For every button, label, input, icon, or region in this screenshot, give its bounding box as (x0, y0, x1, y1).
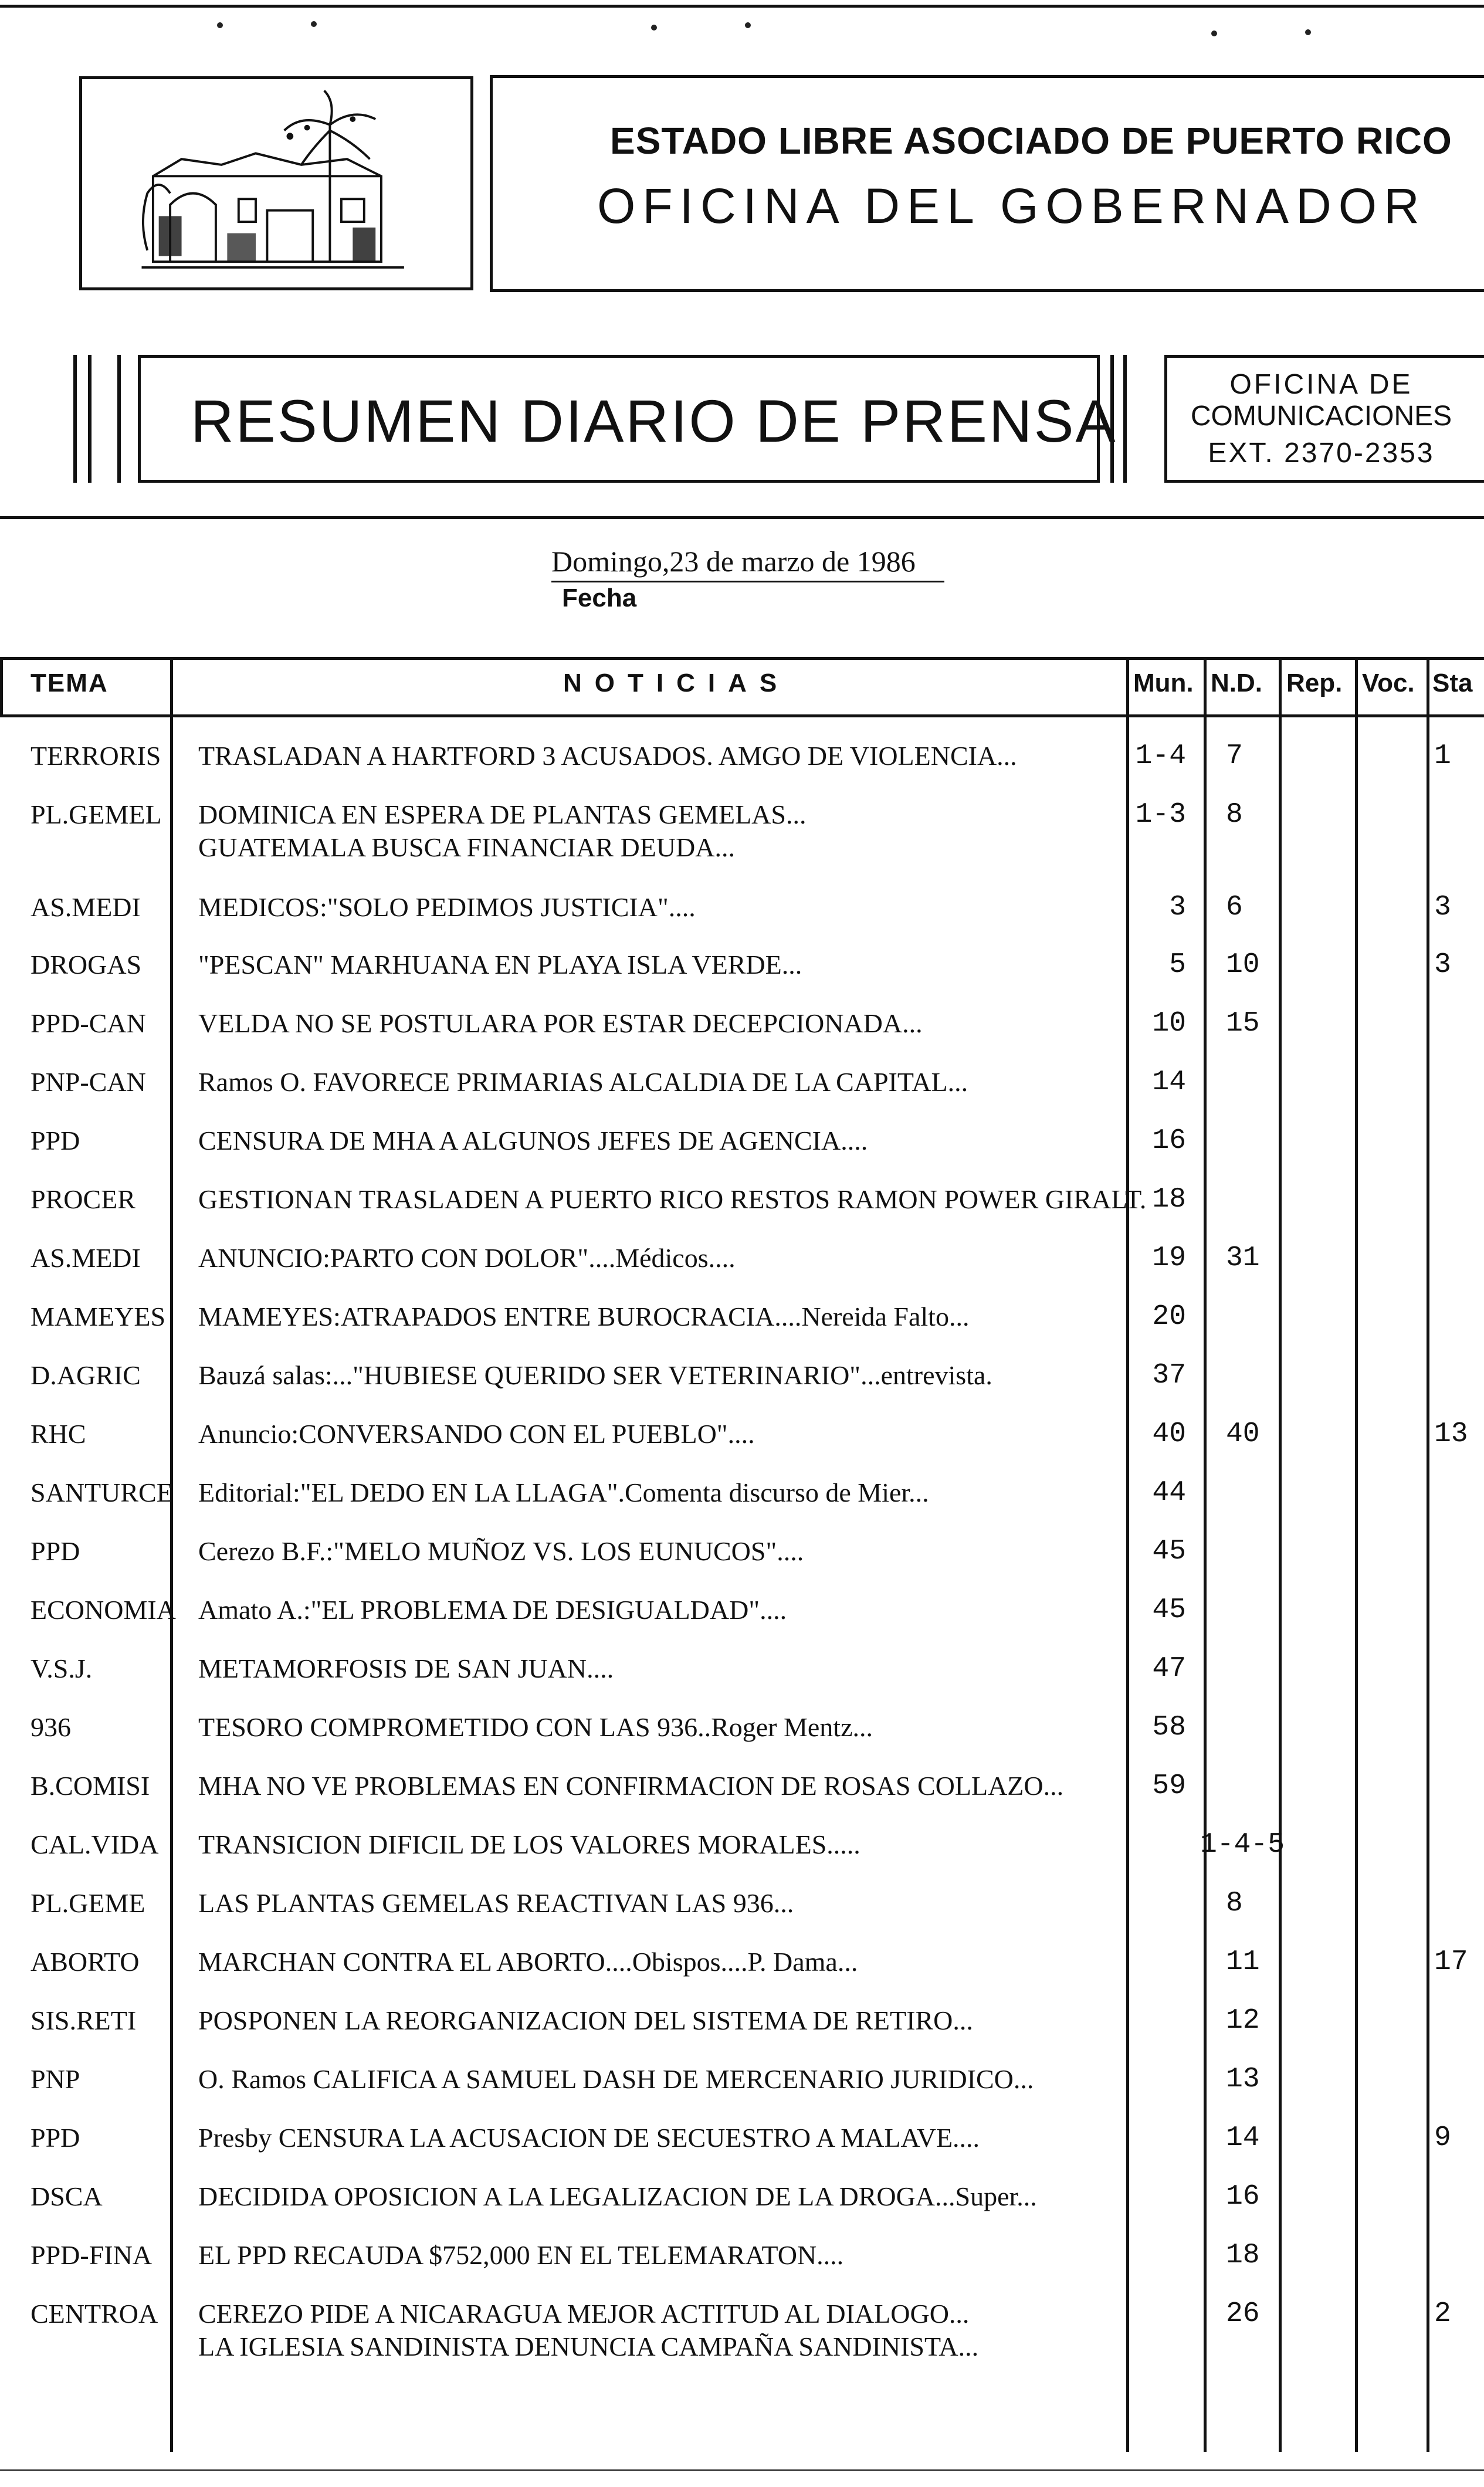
date-label: Fecha (562, 584, 637, 612)
row-noticia: DOMINICA EN ESPERA DE PLANTAS GEMELAS... (198, 799, 807, 829)
row-nd: 14 (1226, 2122, 1260, 2154)
row-tema: TERRORIS (31, 741, 161, 771)
row-noticia: MHA NO VE PROBLEMAS EN CONFIRMACION DE ROSAS COLLAZO... (198, 1771, 1064, 1801)
row-noticia: MEDICOS:"SOLO PEDIMOS JUSTICIA".... (198, 892, 696, 922)
banner-bar (1110, 355, 1114, 483)
row-tema: PL.GEMEL (31, 799, 162, 829)
row-nd: 13 (1226, 2064, 1260, 2095)
row-tema: CAL.VIDA (31, 1829, 159, 1859)
row-nd: 1-4-5 (1200, 1829, 1285, 1861)
bottom-rule (0, 2469, 1484, 2471)
row-nd: 10 (1226, 949, 1260, 981)
row-tema: PPD-FINA (31, 2240, 153, 2270)
row-tema: PPD (31, 1126, 80, 1156)
col-divider (1355, 657, 1358, 2452)
row-tema: PPD-CAN (31, 1008, 146, 1038)
row-noticia: Editorial:"EL DEDO EN LA LLAGA".Comenta discurso de Mier... (198, 1478, 929, 1507)
row-tema: PROCER (31, 1184, 135, 1214)
row-noticia: "PESCAN" MARHUANA EN PLAYA ISLA VERDE... (198, 950, 802, 980)
row-nd: 12 (1226, 2005, 1260, 2037)
row-tema: RHC (31, 1419, 86, 1449)
header-nd: N.D. (1211, 669, 1262, 697)
row-nd: 8 (1226, 1888, 1243, 1919)
row-tema: AS.MEDI (31, 1243, 141, 1273)
row-nd: 40 (1226, 1418, 1260, 1450)
row-noticia: LAS PLANTAS GEMELAS REACTIVAN LAS 936... (198, 1888, 794, 1918)
banner-title: RESUMEN DIARIO DE PRENSA (191, 388, 1117, 455)
row-noticia: O. Ramos CALIFICA A SAMUEL DASH DE MERCENARIO JURIDICO... (198, 2064, 1034, 2094)
banner-bar (73, 355, 77, 483)
row-noticia: MARCHAN CONTRA EL ABORTO....Obispos....P. Dama... (198, 1947, 858, 1977)
speck (1305, 29, 1311, 35)
row-noticia: CEREZO PIDE A NICARAGUA MEJOR ACTITUD AL DIALOGO... (198, 2299, 970, 2329)
row-tema: 936 (31, 1712, 71, 1742)
row-mun: 1-3 (1135, 799, 1186, 831)
row-noticia: Presby CENSURA LA ACUSACION DE SECUESTRO A MALAVE.... (198, 2123, 980, 2153)
row-mun: 16 (1152, 1125, 1186, 1157)
row-mun: 37 (1152, 1360, 1186, 1391)
row-star: 13 (1434, 1418, 1468, 1450)
date-underline (551, 581, 944, 582)
row-tema: ECONOMIA (31, 1595, 176, 1625)
office-title-box (490, 75, 1484, 292)
row-tema: D.AGRIC (31, 1360, 141, 1390)
header-star: Sta (1432, 669, 1473, 697)
row-noticia: Amato A.:"EL PROBLEMA DE DESIGUALDAD".... (198, 1595, 787, 1625)
row-noticia: TRASLADAN A HARTFORD 3 ACUSADOS. AMGO DE VIOLENCIA... (198, 741, 1017, 771)
row-mun: 5 (1169, 949, 1186, 981)
row-noticia: MAMEYES:ATRAPADOS ENTRE BUROCRACIA....Nereida Falto... (198, 1302, 970, 1331)
row-noticia: DECIDIDA OPOSICION A LA LEGALIZACION DE LA DROGA...Super... (198, 2181, 1037, 2211)
row-star: 17 (1434, 1946, 1468, 1978)
government-name: ESTADO LIBRE ASOCIADO DE PUERTO RICO (610, 120, 1452, 162)
header-mun: Mun. (1133, 669, 1194, 697)
row-noticia: ANUNCIO:PARTO CON DOLOR"....Médicos.... (198, 1243, 736, 1273)
row-mun: 59 (1152, 1770, 1186, 1802)
row-mun: 19 (1152, 1242, 1186, 1274)
table-top-rule (0, 657, 1484, 660)
row-noticia: Bauzá salas:..."HUBIESE QUERIDO SER VETERINARIO"...entrevista. (198, 1360, 992, 1390)
row-noticia: TESORO COMPROMETIDO CON LAS 936..Roger Mentz... (198, 1712, 873, 1742)
row-mun: 45 (1152, 1536, 1186, 1567)
row-tema: PNP (31, 2064, 80, 2094)
row-nd: 26 (1226, 2298, 1260, 2330)
row-mun: 40 (1152, 1418, 1186, 1450)
col-divider (170, 657, 173, 2452)
row-noticia-line2: LA IGLESIA SANDINISTA DENUNCIA CAMPAÑA SANDINISTA... (198, 2332, 979, 2361)
row-noticia: Cerezo B.F.:"MELO MUÑOZ VS. LOS EUNUCOS".... (198, 1536, 804, 1566)
row-noticia: POSPONEN LA REORGANIZACION DEL SISTEMA DE RETIRO... (198, 2005, 973, 2035)
row-tema: AS.MEDI (31, 892, 141, 922)
banner-bar (88, 355, 92, 483)
office-contact-line: OFICINA DE (1229, 369, 1413, 400)
header-noticias: NOTICIAS (563, 669, 790, 697)
col-divider (0, 657, 3, 716)
row-noticia: Ramos O. FAVORECE PRIMARIAS ALCALDIA DE LA CAPITAL... (198, 1067, 968, 1097)
fortaleza-logo (79, 76, 473, 290)
row-nd: 6 (1226, 892, 1243, 923)
office-contact-line: COMUNICACIONES (1190, 401, 1452, 432)
office-contact-line: EXT. 2370-2353 (1208, 438, 1435, 469)
speck (745, 22, 751, 28)
office-contact-box (1164, 355, 1484, 483)
row-star: 3 (1434, 892, 1451, 923)
row-nd: 11 (1226, 1946, 1260, 1978)
separator (0, 516, 1484, 519)
speck (1211, 31, 1217, 36)
row-mun: 58 (1152, 1712, 1186, 1743)
speck (217, 22, 223, 28)
row-mun: 14 (1152, 1066, 1186, 1098)
row-nd: 15 (1226, 1008, 1260, 1039)
row-tema: DSCA (31, 2181, 103, 2211)
row-star: 3 (1434, 949, 1451, 981)
row-mun: 20 (1152, 1301, 1186, 1333)
speck (311, 21, 317, 27)
row-tema: PNP-CAN (31, 1067, 146, 1097)
banner-bar (117, 355, 121, 483)
row-tema: PPD (31, 1536, 80, 1566)
row-nd: 8 (1226, 799, 1243, 831)
row-noticia: Anuncio:CONVERSANDO CON EL PUEBLO".... (198, 1419, 755, 1449)
row-mun: 45 (1152, 1594, 1186, 1626)
fortaleza-building-icon (82, 79, 470, 287)
row-noticia: TRANSICION DIFICIL DE LOS VALORES MORALES..... (198, 1829, 860, 1859)
row-tema: PPD (31, 2123, 80, 2153)
header-voc: Voc. (1362, 669, 1415, 697)
banner-title-box (138, 355, 1117, 483)
row-star: 1 (1434, 740, 1451, 772)
row-nd: 18 (1226, 2239, 1260, 2271)
row-noticia: METAMORFOSIS DE SAN JUAN.... (198, 1654, 614, 1683)
top-rule (0, 5, 1484, 8)
row-noticia-line2: GUATEMALA BUSCA FINANCIAR DEUDA... (198, 832, 735, 862)
row-mun: 47 (1152, 1653, 1186, 1685)
row-mun: 3 (1169, 892, 1186, 923)
row-mun: 10 (1152, 1008, 1186, 1039)
row-tema: PL.GEME (31, 1888, 145, 1918)
banner-bar (1123, 355, 1127, 483)
row-mun: 18 (1152, 1184, 1186, 1215)
row-tema: SIS.RETI (31, 2005, 137, 2035)
row-mun: 1-4 (1135, 740, 1186, 772)
row-tema: SANTURCE (31, 1478, 173, 1507)
row-noticia: EL PPD RECAUDA $752,000 EN EL TELEMARATON.... (198, 2240, 844, 2270)
row-noticia: GESTIONAN TRASLADEN A PUERTO RICO RESTOS RAMON POWER GIRALT. (198, 1184, 1147, 1214)
row-nd: 31 (1226, 1242, 1260, 1274)
row-tema: ABORTO (31, 1947, 140, 1977)
col-divider (1279, 657, 1282, 2452)
row-tema: V.S.J. (31, 1654, 93, 1683)
header-tema: TEMA (31, 669, 109, 697)
header-rep: Rep. (1286, 669, 1343, 697)
row-nd: 16 (1226, 2181, 1260, 2212)
row-noticia: VELDA NO SE POSTULARA POR ESTAR DECEPCIONADA... (198, 1008, 923, 1038)
col-divider (1427, 657, 1429, 2452)
row-tema: DROGAS (31, 950, 142, 980)
row-tema: MAMEYES (31, 1302, 166, 1331)
speck (651, 25, 657, 31)
row-tema: B.COMISI (31, 1771, 150, 1801)
col-divider (1126, 657, 1129, 2452)
row-tema: CENTROA (31, 2299, 158, 2329)
office-name: OFICINA DEL GOBERNADOR (597, 178, 1427, 233)
row-noticia: CENSURA DE MHA A ALGUNOS JEFES DE AGENCIA.... (198, 1126, 868, 1156)
table-header-rule (0, 714, 1484, 717)
row-nd: 7 (1226, 740, 1243, 772)
row-star: 2 (1434, 2298, 1451, 2330)
date-value: Domingo,23 de marzo de 1986 (551, 545, 916, 578)
col-divider (1204, 657, 1207, 2452)
row-mun: 44 (1152, 1477, 1186, 1509)
row-star: 9 (1434, 2122, 1451, 2154)
